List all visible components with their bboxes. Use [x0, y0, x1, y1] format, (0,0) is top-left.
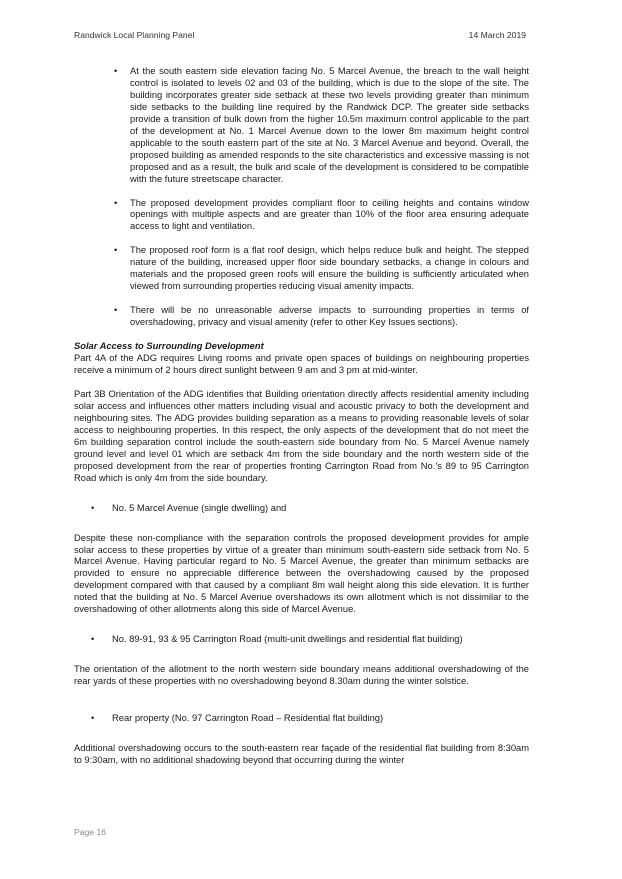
bullet-dot-icon: • — [114, 305, 118, 316]
paragraph-adg-4a: Part 4A of the ADG requires Living rooms and private open spaces of buildings on neighbouring properties receive a minimum of 2 hours direct sunlight between 9 am and 3 pm at mid-winter. — [74, 353, 529, 376]
item-marcel-avenue — [74, 503, 529, 515]
bullet-roof-form — [74, 245, 529, 293]
item-carrington-road — [74, 634, 529, 646]
paragraph-rear-property: Additional overshadowing occurs to the south-eastern rear façade of the residential flat building from 8:30am to 9:30am, with no additional shadowing beyond that occurring during the winter — [74, 743, 529, 765]
bullet-wall-height — [74, 66, 529, 186]
page-body — [74, 66, 529, 767]
bullet-text: At the south eastern side elevation facing No. 5 Marcel Avenue, the breach to the wall height control is isolated to levels 02 and 03 of the building, which is due to the slope of the site. The building incorporates greater side setback at these two levels providing greater than minimum side setbacks to the building line required by the Randwick DCP. The greater side setbacks provide a transition of bulk down from the higher 10.5m maximum control applicable to the part of the development at No. 1 Marcel Avenue down to the lower 8m maximum height control applicable to the south eastern part of the site at No. 3 Marcel Avenue and beyond. Overall, the proposed building as amended responds to the site characteristics and excessive massing is not proposed and as a result, the bulk and scale of the development is considered to be compatible with the future streetscape character. — [130, 66, 529, 184]
header-date: 14 March 2019 — [468, 30, 526, 40]
item-text: Rear property (No. 97 Carrington Road – Residential flat building) — [112, 713, 384, 724]
bullet-text: The proposed development provides compliant floor to ceiling heights and contains window openings with multiple aspects and are greater than 10% of the floor area ensuring adequate access to light and ventilation. — [130, 197, 529, 232]
bullet-adverse-impacts — [74, 305, 529, 329]
bullet-dot-icon: • — [91, 713, 95, 724]
page-header — [74, 30, 526, 42]
section-heading-solar-access: Solar Access to Surrounding Development — [74, 341, 264, 352]
bullet-text: There will be no unreasonable adverse impacts to surrounding properties in terms of overshadowing, privacy and visual amenity (refer to other Key Issues sections). — [130, 305, 529, 328]
bullet-text: The proposed roof form is a flat roof design, which helps reduce bulk and height. The stepped nature of the building, increased upper floor side boundary setbacks, a change in colours and materials and the proposed green roofs will ensure the building is sufficiently articulated when viewed from surrounding properties reducing visual amenity impacts. — [130, 245, 529, 292]
bullet-dot-icon: • — [91, 634, 95, 645]
page-number: Page 16 — [74, 827, 107, 837]
bullet-dot-icon: • — [114, 66, 118, 76]
item-text: No. 5 Marcel Avenue (single dwelling) and — [112, 502, 287, 513]
paragraph-marcel-avenue: Despite these non-compliance with the separation controls the proposed development provides for ample solar access to these properties by virtue of a greater than minimum south-eastern side setback from No. 5 Marcel Avenue. Having particular regard to No. 5 Marcel Avenue, the greater than minimum setbacks are provided to ensure no appreciable difference between the overshadowing caused by the proposed development compared with that caused by a compliant 8m wall height along this side elevation. It is further noted that the building at No. 5 Marcel Avenue overshadows its own allotment which is not dissimilar to the overshadowing of other allotments along this side of Marcel Avenue. — [74, 532, 529, 615]
item-text: No. 89-91, 93 & 95 Carrington Road (multi-unit dwellings and residential flat building) — [112, 634, 463, 645]
bullet-dot-icon: • — [91, 502, 95, 513]
paragraph-carrington-road: The orientation of the allotment to the north western side boundary means additional overshadowing of the rear yards of these properties with no overshadowing beyond 8.30am during the winter solstice. — [74, 664, 529, 687]
header-panel-name: Randwick Local Planning Panel — [74, 30, 195, 40]
bullet-dot-icon: • — [114, 245, 118, 256]
bullet-floor-heights — [74, 198, 529, 234]
paragraph-adg-3b: Part 3B Orientation of the ADG identifies that Building orientation directly affects residential amenity including solar access and influences other matters including visual and acoustic privacy to both the development and neighbouring sites. The ADG provides building separation as a means to providing reasonable levels of solar access to neighbouring properties. In this respect, the only aspects of the development that do not meet the 6m building separation control include the south-eastern side boundary from No. 5 Marcel Avenue namely ground level and level 01 which are setback 4m from the side boundary and the north western side of the proposed development from the rear of properties fronting Carrington Road from No.’s 89 to 95 Carrington Road which is only 4m from the side boundary. — [74, 388, 529, 483]
bullet-dot-icon: • — [114, 197, 118, 208]
item-rear-property — [74, 713, 529, 725]
